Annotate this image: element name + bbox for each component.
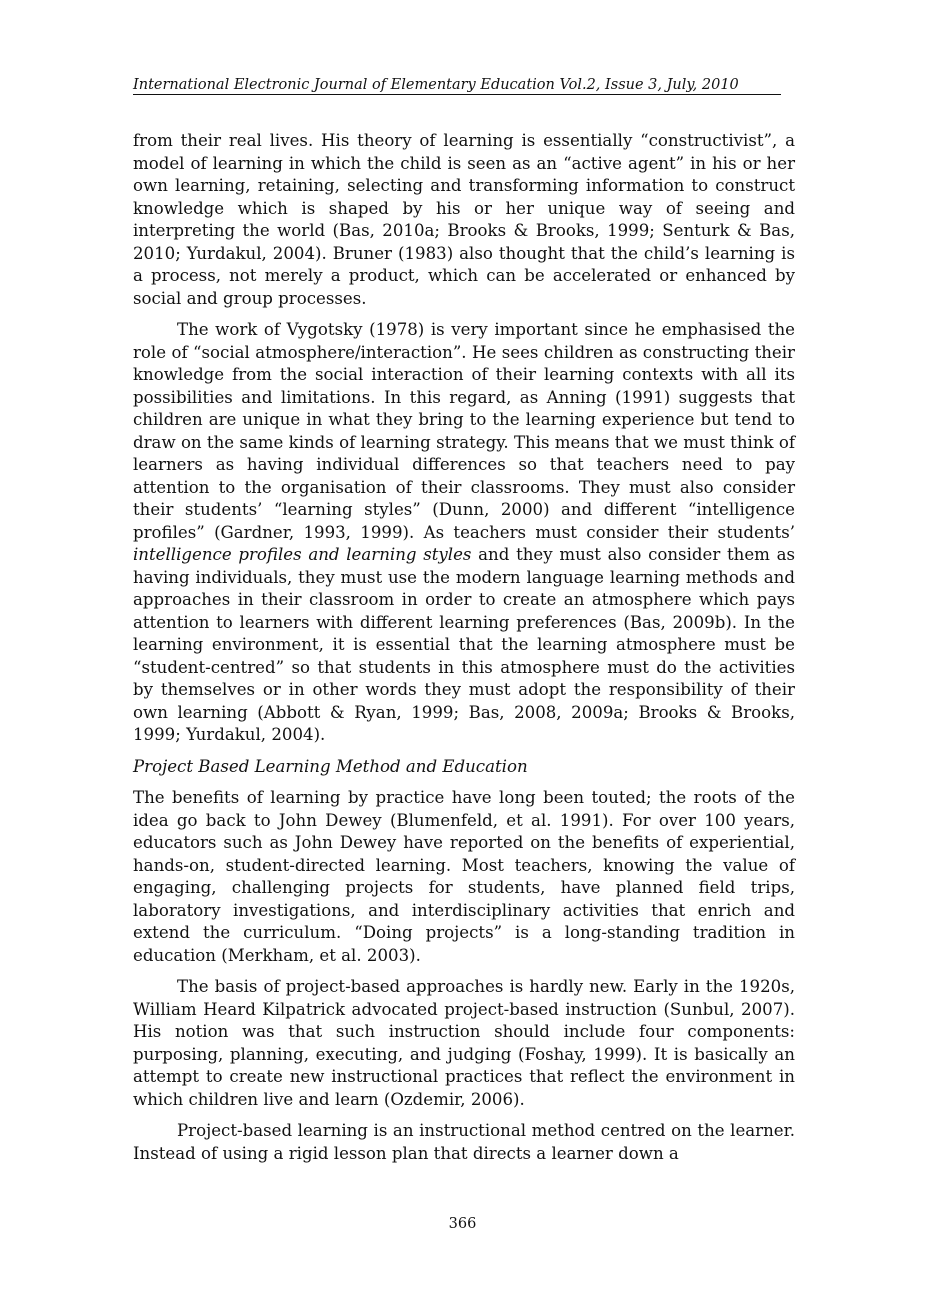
paragraph-vygotsky-part-2: and they must also consider them as having individuals, they must use the modern language learning methods and approaches in their classroom in order to create an atmosphere which pays attention to learners with different learning preferences (Bas, 2009b). In the learning environment, it is essential that the learning atmosphere must be “student-centred” so that students in this atmosphere must do the activities by themselves or in other words they must adopt the responsibility of their own learning (Abbott & Ryan, 1999; Bas, 2008, 2009a; Brooks & Brooks, 1999; Yurdakul, 2004). bbox=[133, 545, 795, 744]
section-heading: Project Based Learning Method and Education bbox=[133, 756, 528, 776]
emphasis-intelligence-profiles: intelligence profiles and learning styles bbox=[133, 545, 472, 564]
paragraph-vygotsky-part-1: The work of Vygotsky (1978) is very important since he emphasised the role of “social atmosphere/interaction”. He sees children as constructing their knowledge from the social interaction of their learning contexts with all its possibilities and limitations. In this regard, as Anning (1991) suggests that children are unique in what they bring to the learning experience but tend to draw on the same kinds of learning strategy. This means that we must think of learners as having individual differences so that teachers need to pay attention to the organisation of their classrooms. They must also consider their students’ “learning styles” (Dunn, 2000) and different “intelligence profiles” (Gardner, 1993, 1999). As teachers must consider their students’ bbox=[133, 320, 795, 542]
paragraph-learning-by-practice: The benefits of learning by practice have long been touted; the roots of the idea go back to John Dewey (Blumenfeld, et al. 1991). For over 100 years, educators such as John Dewey have reported on the benefits of experiential, hands-on, student-directed learning. Most teachers, knowing the value of engaging, challenging projects for students, have planned field trips, laboratory investigations, and interdisciplinary activities that enrich and extend the curriculum. “Doing projects” is a long-standing tradition in education (Merkham, et al. 2003). bbox=[133, 788, 795, 965]
article-body bbox=[133, 130, 795, 1174]
paragraph-project-based-learning: Project-based learning is an instructional method centred on the learner. Instead of using a rigid lesson plan that directs a learner down a bbox=[133, 1121, 795, 1163]
running-header: International Electronic Journal of Elementary Education Vol.2, Issue 3, July, 2010 bbox=[133, 76, 781, 95]
paragraph-kilpatrick: The basis of project-based approaches is hardly new. Early in the 1920s, William Heard Kilpatrick advocated project-based instruction (Sunbul, 2007). His notion was that such instruction should include four components: purposing, planning, executing, and judging (Foshay, 1999). It is basically an attempt to create new instructional practices that reflect the environment in which children live and learn (Ozdemir, 2006). bbox=[133, 977, 795, 1109]
paragraph-vygotsky bbox=[133, 319, 795, 747]
page-number: 366 bbox=[448, 1216, 477, 1232]
paragraph-constructivism: from their real lives. His theory of learning is essentially “constructivist”, a model of learning in which the child is seen as an “active agent” in his or her own learning, retaining, selecting and transforming information to construct knowledge which is shaped by his or her unique way of seeing and interpreting the world (Bas, 2010a; Brooks & Brooks, 1999; Senturk & Bas, 2010; Yurdakul, 2004). Bruner (1983) also thought that the child’s learning is a process, not merely a product, which can be accelerated or enhanced by social and group processes. bbox=[133, 131, 795, 308]
